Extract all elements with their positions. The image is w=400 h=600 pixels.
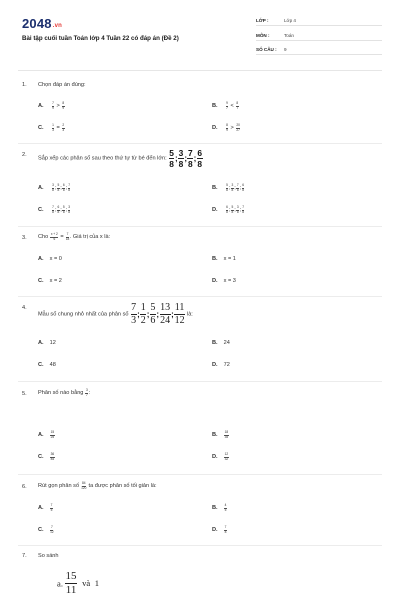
option-b[interactable]: B. $\frac{9}{7}$ < $\frac{8}{7}$ xyxy=(212,101,239,110)
meta-subject xyxy=(256,29,382,41)
fraction: $\frac{6}{8}$ xyxy=(57,205,60,214)
fraction: $\frac{6}{8}$ xyxy=(62,183,65,192)
fraction: $\frac{7}{9}$ xyxy=(52,101,54,110)
fraction: $\frac{2}{3}$ xyxy=(62,123,65,132)
fraction: $\frac{84}{120}$ xyxy=(81,481,87,490)
question-text: Mẫu số chung nhỏ nhất của phân số $\frac{7}{3}$ ; $\frac{1}{2}$ ; $\frac{5}{6}$ ; $\frac{13}{24}$ ; $\frac{11}{12}$ là: xyxy=(38,302,193,326)
option-a[interactable]: A. $\frac{15}{25}$ xyxy=(38,430,55,439)
option-d[interactable]: D. $\frac{6}{8}$ ; $\frac{5}{8}$ ; $\frac{3}{8}$ ; $\frac{7}{8}$ xyxy=(212,205,244,214)
fraction: $\frac{5}{8}$ xyxy=(169,148,174,169)
fraction: $\frac{15}{11}$ xyxy=(65,570,77,596)
fraction: $\frac{6}{8}$ xyxy=(197,148,202,169)
fraction: $\frac{13}{24}$ xyxy=(160,302,171,326)
option-c[interactable]: C. $\frac{1}{3}$ = $\frac{2}{3}$ xyxy=(38,123,65,132)
header-divider xyxy=(18,70,382,71)
fraction: $\frac{6}{8}$ xyxy=(226,205,228,214)
fraction: $\frac{5}{8}$ xyxy=(62,205,65,214)
option-a[interactable]: A. $\frac{7}{9}$ > $\frac{8}{9}$ xyxy=(38,101,65,110)
fraction: $\frac{3}{8}$ xyxy=(231,183,234,192)
fraction: $\frac{8}{9}$ xyxy=(226,123,228,132)
meta-count-label: SỐ CÂU : xyxy=(256,47,277,52)
fraction: $\frac{3}{8}$ xyxy=(68,205,70,214)
document-title: Bài tập cuối tuần Toán lớp 4 Tuần 22 có đáp án (Đề 2) xyxy=(22,35,179,42)
fraction: $\frac{5}{6}$ xyxy=(150,302,156,326)
option-b[interactable]: B. 24 xyxy=(212,340,230,346)
question-divider xyxy=(18,381,382,382)
question-divider xyxy=(18,296,382,297)
fraction: $\frac{12}{32}$ xyxy=(224,452,229,461)
fraction: $\frac{7}{8}$ xyxy=(224,525,227,534)
site-logo[interactable]: 2048.vn xyxy=(22,16,63,31)
fraction: $\frac{6}{8}$ xyxy=(242,183,244,192)
option-c[interactable]: C. 48 xyxy=(38,362,56,368)
fraction: $\frac{15}{25}$ xyxy=(50,430,55,439)
question-number: 5. xyxy=(22,391,27,397)
fraction: $\frac{11}{12}$ xyxy=(174,302,185,326)
question-text: Rút gọn phân số $\frac{84}{120}$ ta được phân số tối giản là: xyxy=(38,481,157,490)
fraction: $\frac{5}{8}$ xyxy=(231,205,234,214)
fraction: $\frac{5}{8}$ xyxy=(57,183,60,192)
fraction: $\frac{3}{7}$ xyxy=(85,388,88,397)
fraction: $\frac{36}{84}$ xyxy=(50,452,55,461)
fraction: $\frac{3}{8}$ xyxy=(178,148,184,169)
question-number: 1. xyxy=(22,82,27,88)
fraction: $\frac{1}{2}$ xyxy=(140,302,146,326)
fraction: $\frac{20}{27}$ xyxy=(236,123,240,132)
fraction: $\frac{7}{8}$ xyxy=(52,205,54,214)
fraction: $\frac{8}{7}$ xyxy=(236,101,239,110)
question-divider xyxy=(18,226,382,227)
question-number: 2. xyxy=(22,152,27,158)
option-c[interactable]: C. $\frac{7}{12}$ xyxy=(38,525,54,534)
fraction: $\frac{3}{8}$ xyxy=(236,205,239,214)
question-divider xyxy=(18,545,382,546)
question-text: So sánh xyxy=(38,553,59,559)
fraction: $\frac{9}{7}$ xyxy=(226,101,228,110)
question-text: Chọn đáp án đúng: xyxy=(38,82,86,88)
option-d[interactable]: D. 72 xyxy=(212,362,230,368)
fraction: $\frac{7}{8}$ xyxy=(242,205,244,214)
fraction: $\frac{x + 2}{6}$ xyxy=(50,232,58,241)
question-divider xyxy=(18,474,382,475)
fraction: $\frac{7}{8}$ xyxy=(68,183,70,192)
meta-subject-label: MÔN : xyxy=(256,33,270,38)
meta-class xyxy=(256,14,382,26)
option-a[interactable]: A. $\frac{7}{5}$ xyxy=(38,503,53,512)
meta-question-count xyxy=(256,43,382,55)
question-number: 6. xyxy=(22,484,27,490)
fraction: $\frac{7}{5}$ xyxy=(50,503,53,512)
option-d[interactable]: D. $\frac{8}{9}$ > $\frac{20}{27}$ xyxy=(212,123,240,132)
option-d[interactable]: D. $\frac{12}{32}$ xyxy=(212,452,229,461)
fraction: $\frac{1}{3}$ xyxy=(52,123,54,132)
question-text: Sắp xếp các phân số sau theo thứ tự từ bé đến lớn: $\frac{5}{8}$ ; $\frac{3}{8}$ ; $\frac{7}{8}$ ; $\frac{6}{8}$ xyxy=(38,148,202,169)
option-b[interactable]: B. $\frac{5}{8}$ ; $\frac{3}{8}$ ; $\frac{7}{8}$ ; $\frac{6}{8}$ xyxy=(212,183,244,192)
option-b[interactable]: B. $\frac{18}{35}$ xyxy=(212,430,229,439)
meta-class-value: Lớp 4 xyxy=(284,18,296,23)
option-a[interactable]: A. 12 xyxy=(38,340,56,346)
fraction: $\frac{7}{3}$ xyxy=(131,302,137,326)
question-number: 3. xyxy=(22,235,27,241)
option-c[interactable]: C. $\frac{36}{84}$ xyxy=(38,452,55,461)
question-text: Phân số nào bằng $\frac{3}{7}$ : xyxy=(38,388,91,397)
document-header xyxy=(0,0,400,70)
option-d[interactable]: D. $\frac{7}{8}$ xyxy=(212,525,227,534)
option-c[interactable]: C. $\frac{7}{8}$ ; $\frac{6}{8}$ ; $\frac{5}{8}$ ; $\frac{3}{8}$ xyxy=(38,205,70,214)
meta-count-value: 9 xyxy=(284,47,287,52)
option-b[interactable]: B. $\frac{4}{5}$ xyxy=(212,503,227,512)
option-a[interactable]: A. $\frac{3}{8}$ ; $\frac{5}{8}$ ; $\frac{6}{8}$ ; $\frac{7}{8}$ xyxy=(38,183,70,192)
option-a[interactable]: A. x = 0 xyxy=(38,256,62,262)
option-c[interactable]: C. x = 2 xyxy=(38,278,62,284)
meta-class-label: LỚP : xyxy=(256,18,269,23)
question-divider xyxy=(18,143,382,144)
fraction: $\frac{7}{18}$ xyxy=(65,232,70,241)
question-number: 4. xyxy=(22,305,27,311)
fraction: $\frac{7}{8}$ xyxy=(187,148,193,169)
fraction: $\frac{5}{8}$ xyxy=(226,183,228,192)
meta-subject-value: Toán xyxy=(284,33,294,38)
fraction: $\frac{3}{8}$ xyxy=(52,183,54,192)
question-number: 7. xyxy=(22,553,27,559)
question-text: Cho $\frac{x + 2}{6}$ = $\frac{7}{18}$ . Giá trị của x là: xyxy=(38,232,111,241)
comparison-part-a: a. $\frac{15}{11}$ và 1 xyxy=(57,570,100,596)
fraction: $\frac{7}{12}$ xyxy=(50,525,54,534)
fraction: $\frac{7}{8}$ xyxy=(236,183,239,192)
fraction: $\frac{4}{5}$ xyxy=(224,503,227,512)
option-b[interactable]: B. x = 1 xyxy=(212,256,236,262)
fraction: $\frac{8}{9}$ xyxy=(62,101,65,110)
fraction: $\frac{18}{35}$ xyxy=(224,430,229,439)
option-d[interactable]: D. x = 3 xyxy=(212,278,236,284)
